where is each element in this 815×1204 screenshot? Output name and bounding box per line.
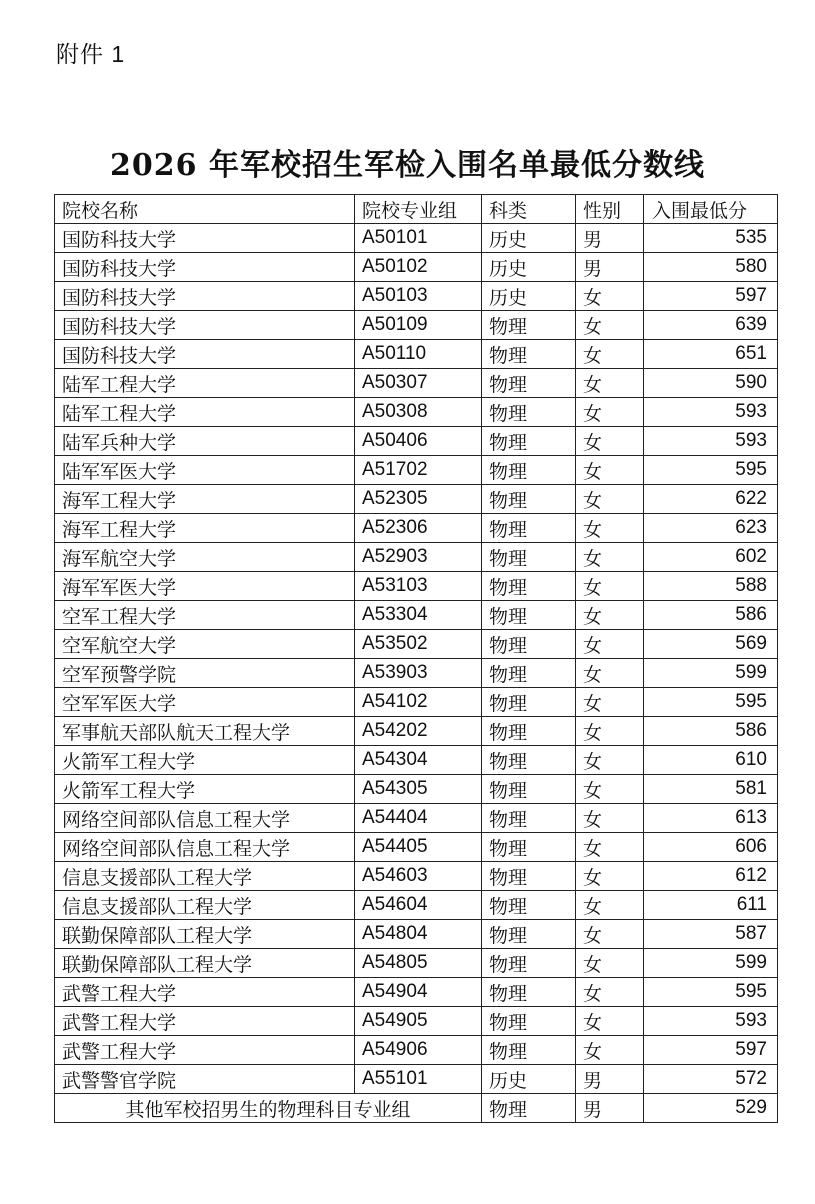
cell-min-score: 599 bbox=[644, 659, 778, 688]
cell-major-group: A54604 bbox=[355, 891, 482, 920]
cell-gender: 女 bbox=[576, 456, 644, 485]
cell-min-score: 587 bbox=[644, 920, 778, 949]
cell-gender: 女 bbox=[576, 804, 644, 833]
cell-min-score: 586 bbox=[644, 717, 778, 746]
cell-school-name: 陆军工程大学 bbox=[55, 369, 355, 398]
cell-min-score: 622 bbox=[644, 485, 778, 514]
cell-school-name: 海军工程大学 bbox=[55, 485, 355, 514]
cell-gender: 女 bbox=[576, 398, 644, 427]
cell-gender: 男 bbox=[576, 224, 644, 253]
table-row bbox=[55, 427, 778, 456]
cell-major-group: A53502 bbox=[355, 630, 482, 659]
cell-major-group: A54102 bbox=[355, 688, 482, 717]
cell-category: 历史 bbox=[482, 253, 576, 282]
cell-major-group: A54805 bbox=[355, 949, 482, 978]
cell-min-score: 611 bbox=[644, 891, 778, 920]
table-row bbox=[55, 891, 778, 920]
table-row bbox=[55, 978, 778, 1007]
cell-school-name: 空军工程大学 bbox=[55, 601, 355, 630]
cell-category: 物理 bbox=[482, 862, 576, 891]
cell-major-group: A54603 bbox=[355, 862, 482, 891]
cell-school-name: 信息支援部队工程大学 bbox=[55, 891, 355, 920]
cell-school-name: 国防科技大学 bbox=[55, 224, 355, 253]
header-major-group: 院校专业组 bbox=[355, 195, 482, 224]
cell-school-name: 武警工程大学 bbox=[55, 978, 355, 1007]
cell-gender: 女 bbox=[576, 630, 644, 659]
table-row bbox=[55, 514, 778, 543]
cell-school-name: 海军工程大学 bbox=[55, 514, 355, 543]
cell-major-group: A53304 bbox=[355, 601, 482, 630]
cell-category: 物理 bbox=[482, 572, 576, 601]
cell-gender: 女 bbox=[576, 891, 644, 920]
cell-school-name: 陆军兵种大学 bbox=[55, 427, 355, 456]
cell-gender: 男 bbox=[576, 1065, 644, 1094]
cell-major-group: A52305 bbox=[355, 485, 482, 514]
cell-school-name: 武警工程大学 bbox=[55, 1036, 355, 1065]
header-gender: 性别 bbox=[576, 195, 644, 224]
cell-category: 物理 bbox=[482, 688, 576, 717]
cell-category: 物理 bbox=[482, 1036, 576, 1065]
cell-school-name: 海军航空大学 bbox=[55, 543, 355, 572]
cell-gender: 女 bbox=[576, 572, 644, 601]
cell-category: 历史 bbox=[482, 282, 576, 311]
cell-major-group: A54202 bbox=[355, 717, 482, 746]
cell-major-group: A50103 bbox=[355, 282, 482, 311]
cell-major-group: A50308 bbox=[355, 398, 482, 427]
header-category: 科类 bbox=[482, 195, 576, 224]
cell-school-name: 空军预警学院 bbox=[55, 659, 355, 688]
cell-category: 物理 bbox=[482, 833, 576, 862]
table-row bbox=[55, 949, 778, 978]
cell-category: 物理 bbox=[482, 543, 576, 572]
cell-category: 物理 bbox=[482, 456, 576, 485]
cell-min-score: 595 bbox=[644, 456, 778, 485]
cell-gender: 女 bbox=[576, 282, 644, 311]
cell-school-name: 国防科技大学 bbox=[55, 253, 355, 282]
cell-min-score: 599 bbox=[644, 949, 778, 978]
table-row bbox=[55, 485, 778, 514]
table-row bbox=[55, 717, 778, 746]
cell-gender: 女 bbox=[576, 369, 644, 398]
cell-category: 物理 bbox=[482, 891, 576, 920]
cell-school-name: 联勤保障部队工程大学 bbox=[55, 949, 355, 978]
cell-major-group: A50307 bbox=[355, 369, 482, 398]
table-row bbox=[55, 224, 778, 253]
cell-min-score: 623 bbox=[644, 514, 778, 543]
cell-gender: 女 bbox=[576, 717, 644, 746]
cell-min-score: 593 bbox=[644, 398, 778, 427]
cell-category: 物理 bbox=[482, 311, 576, 340]
attachment-label: 附件 1 bbox=[56, 41, 126, 67]
table-body bbox=[55, 224, 778, 1123]
header-min-score: 入围最低分 bbox=[644, 195, 778, 224]
table-row bbox=[55, 862, 778, 891]
cell-category: 历史 bbox=[482, 224, 576, 253]
header-school-name: 院校名称 bbox=[55, 195, 355, 224]
footer-label: 其他军校招男生的物理科目专业组 bbox=[55, 1094, 482, 1123]
cell-major-group: A50110 bbox=[355, 340, 482, 369]
table-row bbox=[55, 543, 778, 572]
cell-school-name: 国防科技大学 bbox=[55, 311, 355, 340]
table-row bbox=[55, 1007, 778, 1036]
table-row bbox=[55, 456, 778, 485]
cell-gender: 女 bbox=[576, 688, 644, 717]
table-row bbox=[55, 398, 778, 427]
cell-min-score: 593 bbox=[644, 1007, 778, 1036]
cell-min-score: 588 bbox=[644, 572, 778, 601]
cell-min-score: 597 bbox=[644, 1036, 778, 1065]
cell-major-group: A54904 bbox=[355, 978, 482, 1007]
cell-gender: 女 bbox=[576, 862, 644, 891]
table-row bbox=[55, 746, 778, 775]
cell-major-group: A52903 bbox=[355, 543, 482, 572]
cell-min-score: 613 bbox=[644, 804, 778, 833]
cell-major-group: A53103 bbox=[355, 572, 482, 601]
cell-school-name: 联勤保障部队工程大学 bbox=[55, 920, 355, 949]
cell-category: 物理 bbox=[482, 485, 576, 514]
cell-min-score: 639 bbox=[644, 311, 778, 340]
cell-school-name: 国防科技大学 bbox=[55, 282, 355, 311]
table-header-row bbox=[55, 195, 778, 224]
cell-major-group: A50109 bbox=[355, 311, 482, 340]
cell-min-score: 595 bbox=[644, 688, 778, 717]
cell-gender: 女 bbox=[576, 833, 644, 862]
cell-category: 物理 bbox=[482, 340, 576, 369]
cell-school-name: 网络空间部队信息工程大学 bbox=[55, 804, 355, 833]
table-row bbox=[55, 572, 778, 601]
cell-gender: 女 bbox=[576, 746, 644, 775]
footer-score: 529 bbox=[644, 1094, 778, 1123]
table-row bbox=[55, 601, 778, 630]
cell-major-group: A51702 bbox=[355, 456, 482, 485]
cell-school-name: 空军军医大学 bbox=[55, 688, 355, 717]
cell-school-name: 军事航天部队航天工程大学 bbox=[55, 717, 355, 746]
cell-major-group: A55101 bbox=[355, 1065, 482, 1094]
cell-gender: 女 bbox=[576, 1036, 644, 1065]
cell-gender: 女 bbox=[576, 311, 644, 340]
table-row bbox=[55, 340, 778, 369]
cell-category: 物理 bbox=[482, 804, 576, 833]
cell-category: 物理 bbox=[482, 775, 576, 804]
cell-gender: 女 bbox=[576, 949, 644, 978]
cell-gender: 男 bbox=[576, 253, 644, 282]
cell-category: 物理 bbox=[482, 717, 576, 746]
cell-school-name: 陆军工程大学 bbox=[55, 398, 355, 427]
table-row bbox=[55, 630, 778, 659]
cell-gender: 女 bbox=[576, 485, 644, 514]
cell-min-score: 602 bbox=[644, 543, 778, 572]
cell-category: 历史 bbox=[482, 1065, 576, 1094]
cell-gender: 女 bbox=[576, 514, 644, 543]
cell-min-score: 593 bbox=[644, 427, 778, 456]
cell-major-group: A52306 bbox=[355, 514, 482, 543]
cell-category: 物理 bbox=[482, 1007, 576, 1036]
cell-gender: 女 bbox=[576, 543, 644, 572]
cell-school-name: 海军军医大学 bbox=[55, 572, 355, 601]
cell-school-name: 国防科技大学 bbox=[55, 340, 355, 369]
cell-category: 物理 bbox=[482, 369, 576, 398]
cell-min-score: 569 bbox=[644, 630, 778, 659]
table-row bbox=[55, 688, 778, 717]
table-row bbox=[55, 253, 778, 282]
cell-gender: 女 bbox=[576, 340, 644, 369]
table-footer-row bbox=[55, 1094, 778, 1123]
cell-min-score: 581 bbox=[644, 775, 778, 804]
cell-min-score: 535 bbox=[644, 224, 778, 253]
cell-gender: 女 bbox=[576, 427, 644, 456]
cell-category: 物理 bbox=[482, 949, 576, 978]
cell-school-name: 火箭军工程大学 bbox=[55, 746, 355, 775]
table-row bbox=[55, 833, 778, 862]
cell-gender: 女 bbox=[576, 601, 644, 630]
cell-major-group: A50101 bbox=[355, 224, 482, 253]
cell-category: 物理 bbox=[482, 978, 576, 1007]
cell-major-group: A54304 bbox=[355, 746, 482, 775]
cell-major-group: A54404 bbox=[355, 804, 482, 833]
cell-major-group: A54804 bbox=[355, 920, 482, 949]
cell-major-group: A54405 bbox=[355, 833, 482, 862]
cell-min-score: 586 bbox=[644, 601, 778, 630]
cell-school-name: 网络空间部队信息工程大学 bbox=[55, 833, 355, 862]
cell-school-name: 信息支援部队工程大学 bbox=[55, 862, 355, 891]
page-title: 2026 年军校招生军检入围名单最低分数线 bbox=[110, 148, 705, 183]
table-row bbox=[55, 1036, 778, 1065]
cell-min-score: 590 bbox=[644, 369, 778, 398]
cell-category: 物理 bbox=[482, 746, 576, 775]
table-row bbox=[55, 1065, 778, 1094]
cell-gender: 女 bbox=[576, 920, 644, 949]
cell-min-score: 606 bbox=[644, 833, 778, 862]
cell-gender: 女 bbox=[576, 1007, 644, 1036]
cell-major-group: A50102 bbox=[355, 253, 482, 282]
cell-min-score: 612 bbox=[644, 862, 778, 891]
cell-gender: 女 bbox=[576, 659, 644, 688]
table-row bbox=[55, 920, 778, 949]
footer-gender: 男 bbox=[576, 1094, 644, 1123]
cell-category: 物理 bbox=[482, 630, 576, 659]
cell-school-name: 火箭军工程大学 bbox=[55, 775, 355, 804]
cell-gender: 女 bbox=[576, 775, 644, 804]
cell-category: 物理 bbox=[482, 427, 576, 456]
cell-min-score: 651 bbox=[644, 340, 778, 369]
cell-min-score: 595 bbox=[644, 978, 778, 1007]
cell-category: 物理 bbox=[482, 398, 576, 427]
score-table bbox=[54, 194, 778, 1123]
cell-school-name: 武警工程大学 bbox=[55, 1007, 355, 1036]
cell-min-score: 610 bbox=[644, 746, 778, 775]
cell-min-score: 572 bbox=[644, 1065, 778, 1094]
footer-category: 物理 bbox=[482, 1094, 576, 1123]
cell-category: 物理 bbox=[482, 601, 576, 630]
table-row bbox=[55, 659, 778, 688]
cell-school-name: 空军航空大学 bbox=[55, 630, 355, 659]
cell-min-score: 597 bbox=[644, 282, 778, 311]
table-row bbox=[55, 311, 778, 340]
table-row bbox=[55, 282, 778, 311]
cell-major-group: A54305 bbox=[355, 775, 482, 804]
cell-category: 物理 bbox=[482, 514, 576, 543]
cell-major-group: A50406 bbox=[355, 427, 482, 456]
cell-category: 物理 bbox=[482, 920, 576, 949]
cell-category: 物理 bbox=[482, 659, 576, 688]
cell-school-name: 武警警官学院 bbox=[55, 1065, 355, 1094]
table-row bbox=[55, 775, 778, 804]
cell-gender: 女 bbox=[576, 978, 644, 1007]
cell-min-score: 580 bbox=[644, 253, 778, 282]
cell-school-name: 陆军军医大学 bbox=[55, 456, 355, 485]
table-row bbox=[55, 369, 778, 398]
cell-major-group: A53903 bbox=[355, 659, 482, 688]
cell-major-group: A54906 bbox=[355, 1036, 482, 1065]
table-row bbox=[55, 804, 778, 833]
cell-major-group: A54905 bbox=[355, 1007, 482, 1036]
